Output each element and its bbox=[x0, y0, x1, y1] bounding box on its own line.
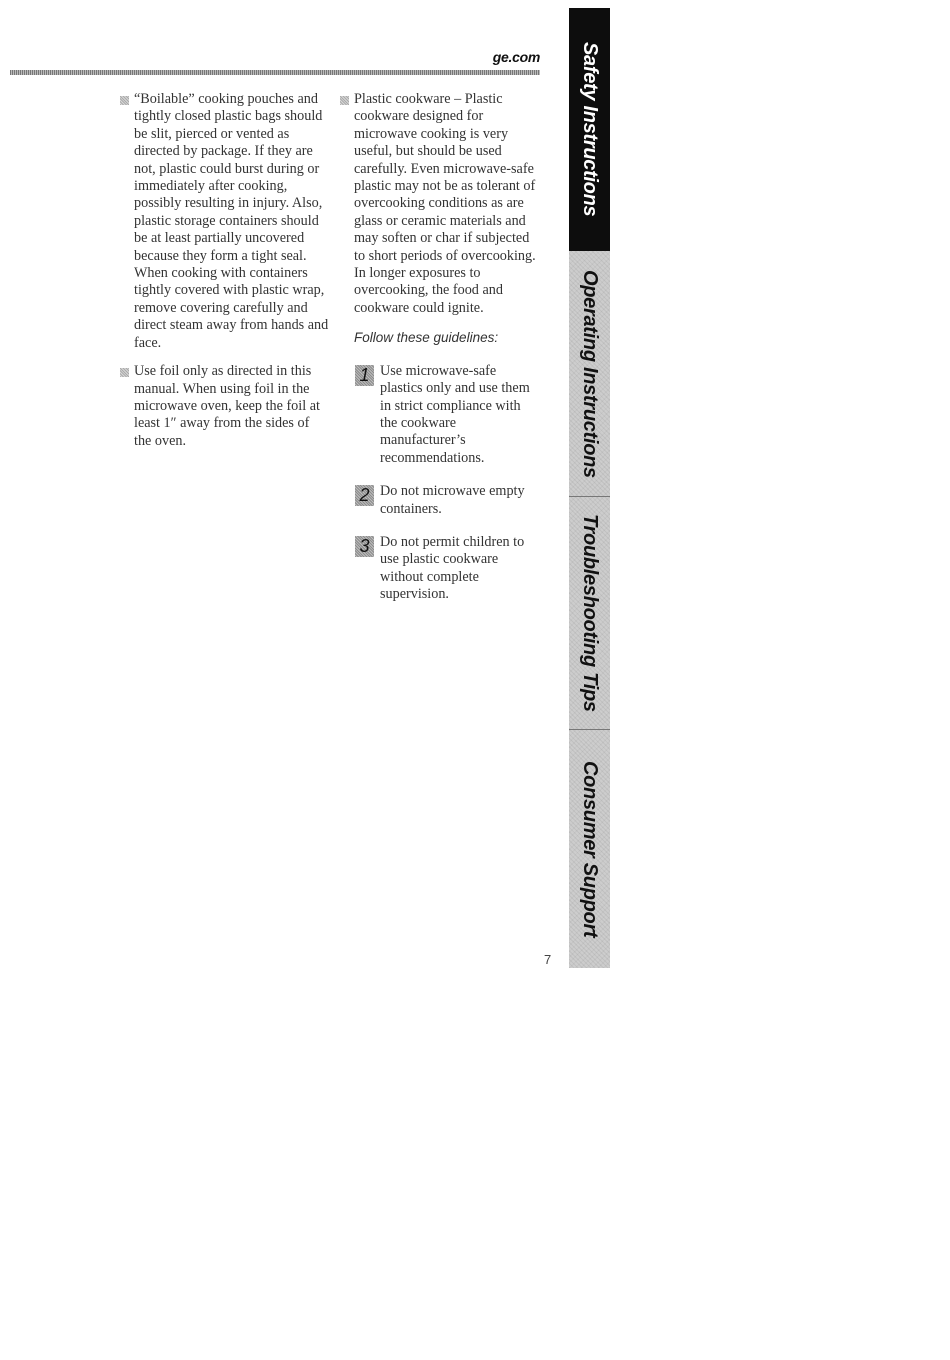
step-text: Do not microwave empty containers. bbox=[380, 483, 525, 517]
bullet-item bbox=[340, 91, 540, 317]
step-number: 3 bbox=[355, 536, 374, 557]
step-text: Use microwave-safe plastics only and use them in strict compliance with the cookware manufacturer’s recommendations. bbox=[380, 362, 530, 466]
page-number: 7 bbox=[544, 952, 552, 967]
header-rule bbox=[10, 70, 540, 75]
bullet-square-icon bbox=[120, 96, 129, 105]
site-url: ge.com bbox=[492, 49, 540, 65]
guidelines-heading: Follow these guidelines: bbox=[354, 330, 499, 346]
guideline-step bbox=[340, 534, 540, 604]
tab-label: Troubleshooting Tips bbox=[579, 514, 601, 712]
bullet-item bbox=[120, 363, 330, 450]
step-number: 1 bbox=[355, 365, 374, 386]
bullet-text: “Boilable” cooking pouches and tightly closed plastic bags should be slit, pierced or vented as directed by package. If they are not, plastic could burst during or immediately after cooking, possibly resulting in injury. Also, plastic storage containers should be at least partially uncovered because they form a tight seal. When cooking with containers tightly covered with plastic wrap, remove covering carefully and direct steam away from hands and face. bbox=[134, 91, 329, 351]
bullet-square-icon bbox=[340, 96, 349, 105]
bullet-text: Plastic cookware – Plastic cookware designed for microwave cooking is very useful, but should be used carefully. Even microwave-safe plastic may not be as tolerant of overcooking conditions as are glass or ceramic materials and may soften or char if subjected to short periods of overcooking. In longer exposures to overcooking, the food and cookware could ignite. bbox=[354, 91, 536, 316]
tab-label: Consumer Support bbox=[579, 760, 601, 938]
guideline-step bbox=[340, 483, 540, 518]
bullet-item bbox=[120, 91, 330, 352]
guideline-step bbox=[340, 363, 540, 467]
bullet-square-icon bbox=[120, 368, 129, 377]
right-column bbox=[340, 91, 540, 620]
step-number: 2 bbox=[355, 485, 374, 506]
section-sidebar bbox=[569, 8, 610, 968]
bullet-text: Use foil only as directed in this manual. When using foil in the microwave oven, keep the foil at least 1″ away from the sides of the oven. bbox=[134, 363, 320, 449]
tab-operating-instructions[interactable] bbox=[569, 251, 610, 496]
tab-label: Safety Instructions bbox=[579, 42, 601, 217]
tab-troubleshooting-tips[interactable] bbox=[569, 497, 610, 729]
tab-safety-instructions[interactable] bbox=[569, 8, 610, 251]
step-text: Do not permit children to use plastic cookware without complete supervision. bbox=[380, 533, 525, 603]
tab-consumer-support[interactable] bbox=[569, 730, 610, 968]
left-column bbox=[120, 91, 330, 461]
tab-label: Operating Instructions bbox=[579, 269, 601, 478]
